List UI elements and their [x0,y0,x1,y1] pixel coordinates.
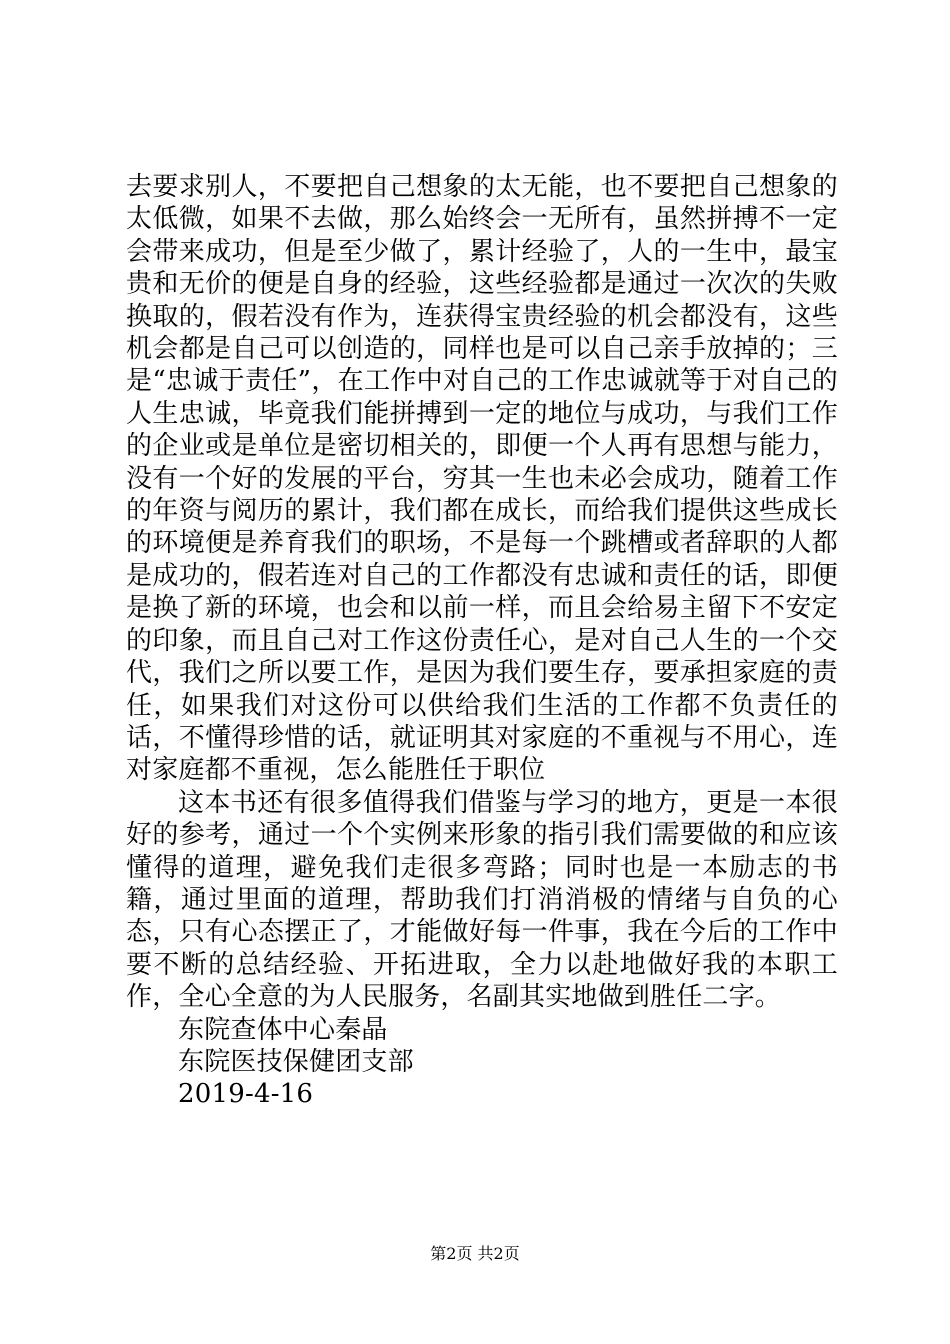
page-number-footer: 第2页 共2页 [430,1244,520,1263]
signature-organization: 东院医技保健团支部 [178,1046,414,1077]
signature-author: 东院查体中心秦晶 [178,1014,388,1045]
paragraph-continued: 去要求别人，不要把自己想象的太无能，也不要把自己想象的太低微，如果不去做，那么始终会一无所有，虽然拼搏不一定会带来成功，但是至少做了，累计经验了，人的一生中，最宝贵和无价的便是自身的经验，这些经验都是通过一次次的失败换取的，假若没有作为，连获得宝贵经验的机会都没有，这些机会都是自己可以创造的，同样也是可以自己亲手放掉的；三是“忠诚于责任”，在工作中对自己的工作忠诚就等于对自己的人生忠诚，毕竟我们能拼搏到一定的地位与成功，与我们工作的企业或是单位是密切相关的，即便一个人再有思想与能力，没有一个好的发展的平台，穷其一生也未必会成功，随着工作的年资与阅历的累计，我们都在成长，而给我们提供这些成长的环境便是养育我们的职场，不是每一个跳槽或者辞职的人都是成功的，假若连对自己的工作都没有忠诚和责任的话，即便是换了新的环境，也会和以前一样，而且会给易主留下不安定的印象，而且自己对工作这份责任心，是对自己人生的一个交代，我们之所以要工作，是因为我们要生存，要承担家庭的责任，如果我们对这份可以供给我们生活的工作都不负责任的话，不懂得珍惜的话，就证明其对家庭的不重视与不用心，连对家庭都不重视，怎么能胜任于职位 [126,172,838,786]
signature-date: 2019-4-16 [178,1079,314,1110]
paragraph-book-review: 这本书还有很多值得我们借鉴与学习的地方，更是一本很好的参考，通过一个个实例来形象的指引我们需要做的和应该懂得的道理，避免我们走很多弯路；同时也是一本励志的书籍，通过里面的道理，帮助我们打消消极的情绪与自负的心态，只有心态摆正了，才能做好每一件事，我在今后的工作中要不断的总结经验、开拓进取，全力以赴地做好我的本职工作，全心全意的为人民服务，名副其实地做到胜任二字。 [126,787,838,1013]
document-body [126,171,838,1111]
